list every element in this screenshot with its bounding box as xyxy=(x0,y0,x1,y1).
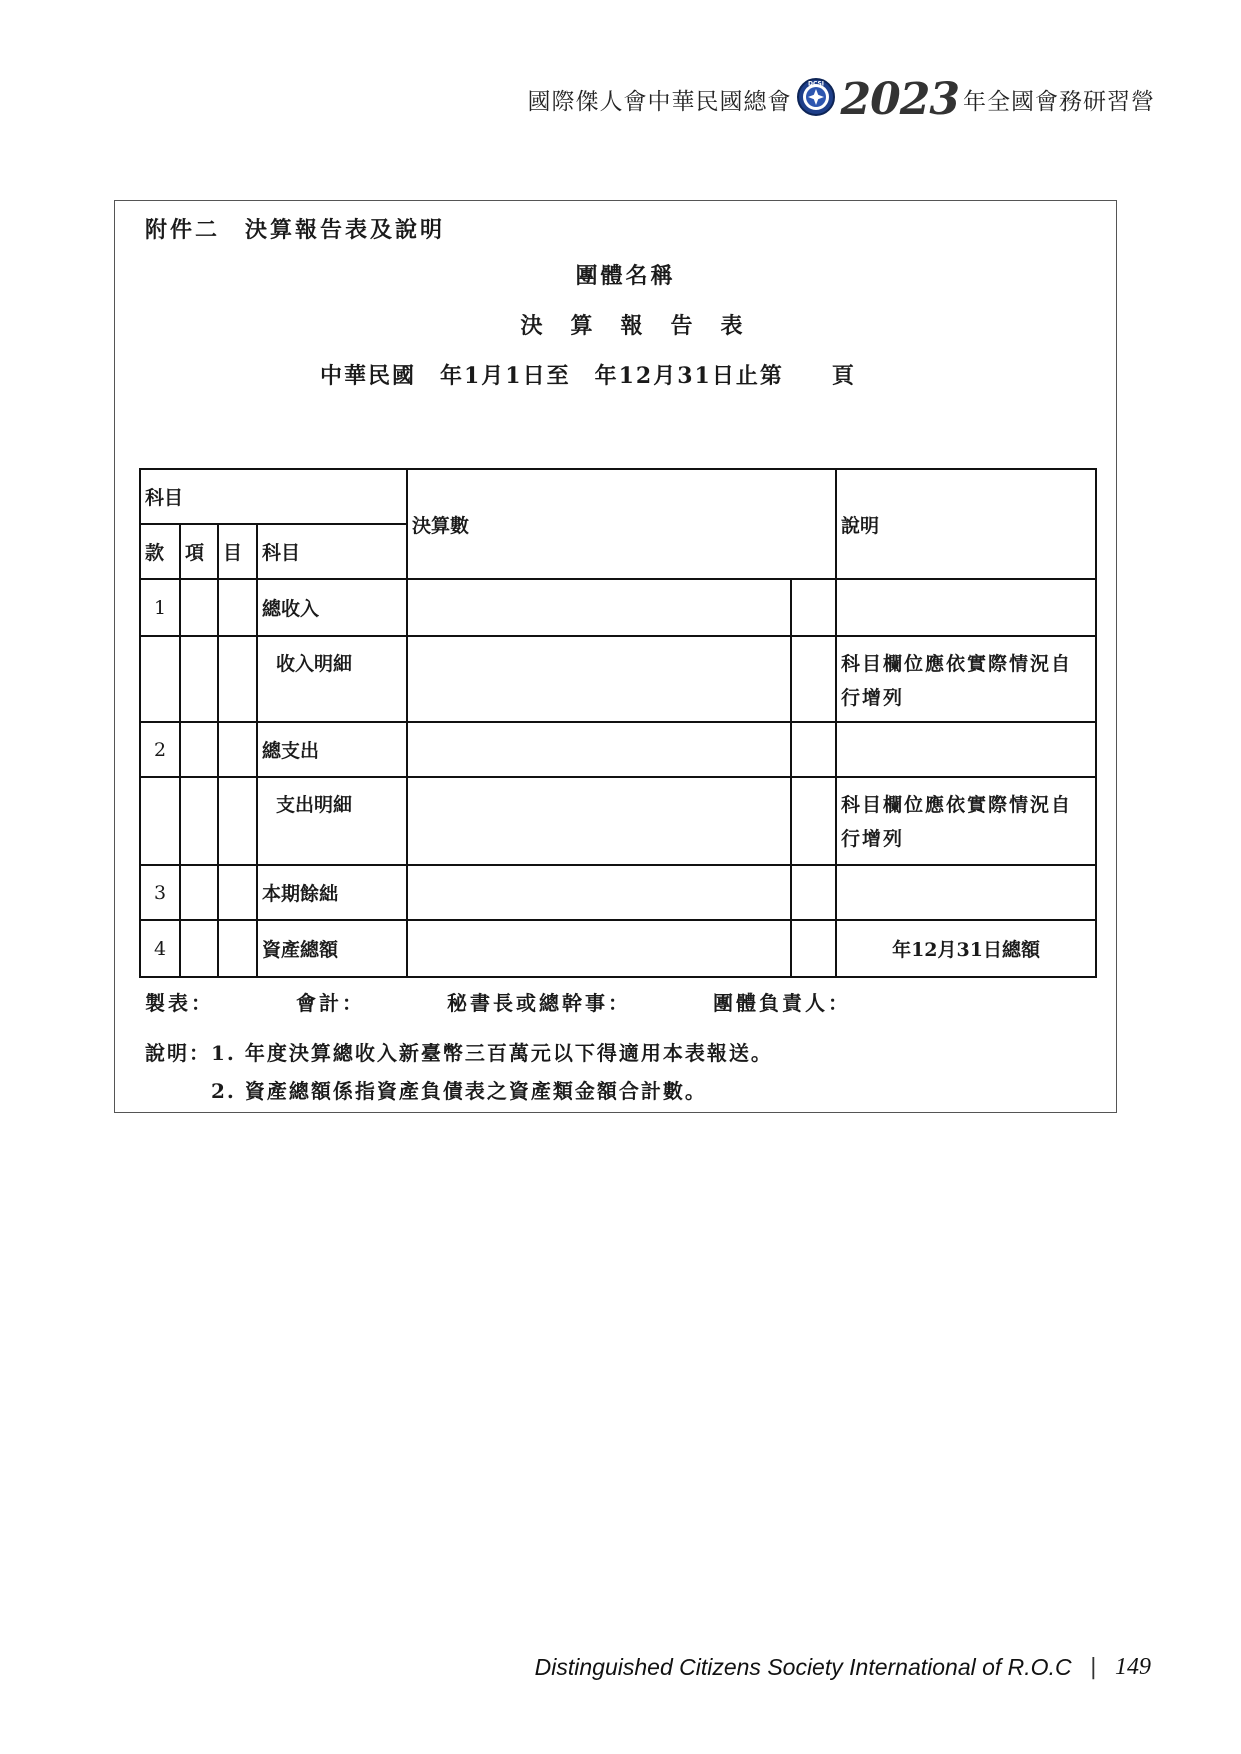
note-line-2: 2. 資產總額係指資產負債表之資產類金額合計數。 xyxy=(145,1079,707,1103)
mu-header: 目 xyxy=(218,524,257,579)
report-period: 中華民國 年1月1日至 年12月31日止第 頁 xyxy=(320,363,856,389)
amount-extra-cell xyxy=(791,865,836,920)
xiang-header: 項 xyxy=(180,524,218,579)
mu-cell xyxy=(218,636,257,722)
subject-cell: 收入明細 xyxy=(257,636,407,722)
signature-line: 製表： 會計： 秘書長或總幹事： 團體負責人： xyxy=(145,991,851,1015)
page-number: 149 xyxy=(1115,1654,1151,1680)
mu-cell xyxy=(218,865,257,920)
amount-cell xyxy=(407,722,791,777)
final-account-table xyxy=(139,468,1097,978)
xiang-cell xyxy=(180,777,218,865)
amount-extra-cell xyxy=(791,920,836,977)
xiang-cell xyxy=(180,722,218,777)
kuan-cell: 3 xyxy=(140,865,180,920)
mu-cell xyxy=(218,777,257,865)
subject-cell: 支出明細 xyxy=(257,777,407,865)
kuan-cell xyxy=(140,636,180,722)
table-row xyxy=(140,920,1096,977)
dcsi-logo-icon xyxy=(796,77,836,121)
amount-cell xyxy=(407,636,791,722)
table-row xyxy=(140,579,1096,636)
kuan-cell: 2 xyxy=(140,722,180,777)
attachment-frame xyxy=(114,200,1117,1113)
xiang-cell xyxy=(180,579,218,636)
page-header xyxy=(528,74,1155,124)
description-cell: 科目欄位應依實際情況自行增列 xyxy=(836,636,1096,722)
xiang-cell xyxy=(180,865,218,920)
table-row xyxy=(140,636,1096,722)
amount-cell xyxy=(407,777,791,865)
table-row xyxy=(140,865,1096,920)
subject-cell: 本期餘絀 xyxy=(257,865,407,920)
group-name: 團體名稱 xyxy=(575,263,676,289)
table-row xyxy=(140,777,1096,865)
subject-group-header: 科目 xyxy=(140,469,407,524)
society-name: Distinguished Citizens Society International of R.O.C xyxy=(534,1654,1072,1680)
table-header-row xyxy=(140,469,1096,524)
description-header: 說明 xyxy=(836,469,1096,579)
kuan-cell: 1 xyxy=(140,579,180,636)
subject-cell: 資產總額 xyxy=(257,920,407,977)
report-title: 決算報告表 xyxy=(520,313,771,339)
description-cell: 科目欄位應依實際情況自行增列 xyxy=(836,777,1096,865)
org-name: 國際傑人會中華民國總會 xyxy=(527,88,792,115)
description-cell xyxy=(836,722,1096,777)
amount-header: 決算數 xyxy=(407,469,836,579)
note-line-1: 說明：1. 年度決算總收入新臺幣三百萬元以下得適用本表報送。 xyxy=(145,1041,773,1065)
subject-cell: 總收入 xyxy=(257,579,407,636)
subject-cell: 總支出 xyxy=(257,722,407,777)
mu-cell xyxy=(218,579,257,636)
event-year: 2023 xyxy=(840,73,959,125)
event-name: 年全國會務研習營 xyxy=(963,88,1155,115)
amount-extra-cell xyxy=(791,777,836,865)
xiang-cell xyxy=(180,920,218,977)
amount-extra-cell xyxy=(791,722,836,777)
footer-separator: | xyxy=(1089,1655,1097,1680)
description-cell xyxy=(836,865,1096,920)
table-row xyxy=(140,722,1096,777)
description-cell: 年12月31日總額 xyxy=(836,920,1096,977)
subject-header: 科目 xyxy=(257,524,407,579)
amount-extra-cell xyxy=(791,636,836,722)
xiang-cell xyxy=(180,636,218,722)
attachment-title: 附件二 決算報告表及說明 xyxy=(145,217,446,243)
logo-text: DCSI xyxy=(807,80,824,88)
kuan-header: 款 xyxy=(140,524,180,579)
mu-cell xyxy=(218,920,257,977)
kuan-cell xyxy=(140,777,180,865)
amount-extra-cell xyxy=(791,579,836,636)
description-cell xyxy=(836,579,1096,636)
amount-cell xyxy=(407,920,791,977)
amount-cell xyxy=(407,865,791,920)
kuan-cell: 4 xyxy=(140,920,180,977)
amount-cell xyxy=(407,579,791,636)
mu-cell xyxy=(218,722,257,777)
page-footer xyxy=(535,1654,1151,1681)
